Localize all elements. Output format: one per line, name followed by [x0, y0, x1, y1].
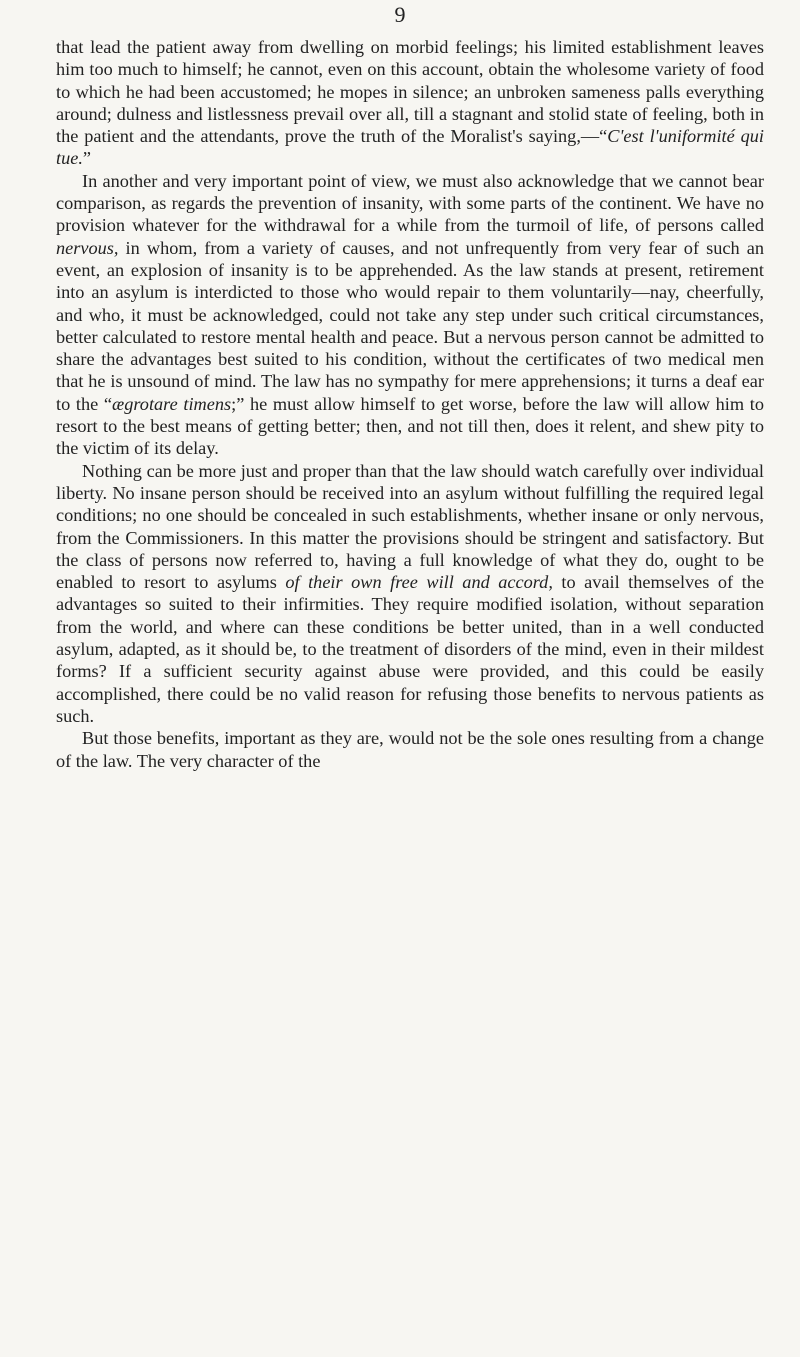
paragraph-3-text-1: Nothing can be more just and proper than that the law should watch carefully over individual liberty. No insane person should be received into an asylum without fulfilling the required legal conditions; no one should be concealed in such establishments, whether insane or only nervous, from the Commissioners. In this matter the provisions should be stringent and satisfactory. But the class of persons now referred to, having a full knowledge of what they do, ought to be enabled to resort to asylums: [56, 460, 764, 593]
paragraph-4: [56, 727, 764, 772]
paragraph-3-italic-free-will: of their own free will and accord,: [285, 572, 553, 593]
paragraph-1-text-2: ”: [82, 148, 92, 169]
paragraph-2-italic-latin: ægrotare timens: [112, 393, 232, 414]
paragraph-2: [56, 170, 764, 460]
paragraph-2-text-3: ;” he must allow himself to get worse, before the law will allow him to resort to the best means of getting better; then, and not till then, does it relent, and shew pity to the victim of its delay.: [56, 393, 764, 459]
paragraph-1-text-1: that lead the patient away from dwelling on morbid feelings; his limited establishment leaves him too much to himself; he cannot, even on this account, obtain the wholesome variety of food to which he had been accustomed; he mopes in silence; an unbroken sameness palls everything around; dulness and listlessness prevail over all, till a stagnant and stolid state of feeling, both in the patient and the attendants, prove the truth of the Moralist's saying,—“: [56, 37, 764, 147]
paragraph-2-text-2: in whom, from a variety of causes, and not unfrequently from very fear of such an event, an explosion of insanity is to be apprehended. As the law stands at present, retirement into an asylum is interdicted to those who would repair to them voluntarily—nay, cheerfully, and who, it must be acknowledged, could not take any step under such critical circumstances, better calculated to restore mental health and peace. But a nervous person cannot be admitted to share the advantages best suited to his condition, without the certificates of two medical men that he is unsound of mind. The law has no sympathy for mere apprehensions; it turns a deaf ear to the “: [56, 237, 764, 414]
paragraph-2-italic-nervous: nervous,: [56, 237, 119, 258]
paragraph-3: [56, 460, 764, 728]
paragraph-3-text-2: to avail themselves of the advantages so suited to their infirmities. They require modified isolation, without separation from the world, and where can these conditions be better united, than in a well conducted asylum, adapted, as it should be, to the treatment of disorders of the mind, even in their mildest forms? If a sufficient security against abuse were provided, and this could be easily accomplished, there could be no valid reason for refusing those benefits to nervous patients as such.: [56, 572, 764, 726]
body-text: [56, 36, 764, 772]
paragraph-1: [56, 36, 764, 170]
page-number: 9: [394, 2, 406, 27]
paragraph-4-text-1: But those benefits, important as they are, would not be the sole ones resulting from a change of the law. The very character of the: [56, 728, 764, 771]
paragraph-1-italic-quote: C'est l'uniformité qui tue.: [56, 126, 764, 169]
paragraph-2-text-1: In another and very important point of view, we must also acknowledge that we cannot bear comparison, as regards the prevention of insanity, with some parts of the continent. We have no provision whatever for the withdrawal for a while from the turmoil of life, of persons called: [56, 170, 764, 236]
